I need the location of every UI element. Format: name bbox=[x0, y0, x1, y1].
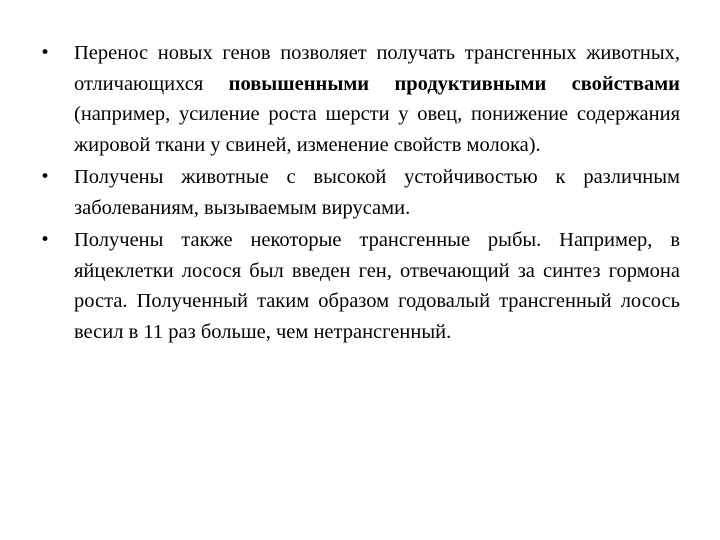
bullet-text-bold: повышенными продуктивными свойствами bbox=[228, 72, 680, 95]
bullet-icon: • bbox=[40, 230, 51, 250]
bullet-item-disease-resistance bbox=[40, 162, 680, 223]
bullet-text: (например, усиление роста шерсти у овец, понижение содержания жировой ткани у свиней, изменение свойств молока). bbox=[74, 103, 680, 156]
bullet-item-transgenic-fish bbox=[40, 225, 680, 347]
bullet-icon: • bbox=[40, 167, 51, 187]
bullet-text: Получены также некоторые трансгенные рыбы. Например, в яйцеклетки лосося был введен ген, отвечающий за синтез гормона роста. Полученный таким образом годовалый трансгенный лосось весил в 11 раз больше, чем нетрансгенный. bbox=[74, 229, 680, 343]
bullet-item-transgenic-animals bbox=[40, 38, 680, 160]
bullet-text: Получены животные с высокой устойчивостью к различным заболеваниям, вызываемым вирусами. bbox=[74, 166, 680, 219]
bullet-list bbox=[40, 38, 680, 349]
bullet-text: Перенос новых генов позволяет получать трансгенных животных, отличающихся bbox=[74, 42, 680, 95]
bullet-icon: • bbox=[40, 43, 51, 63]
